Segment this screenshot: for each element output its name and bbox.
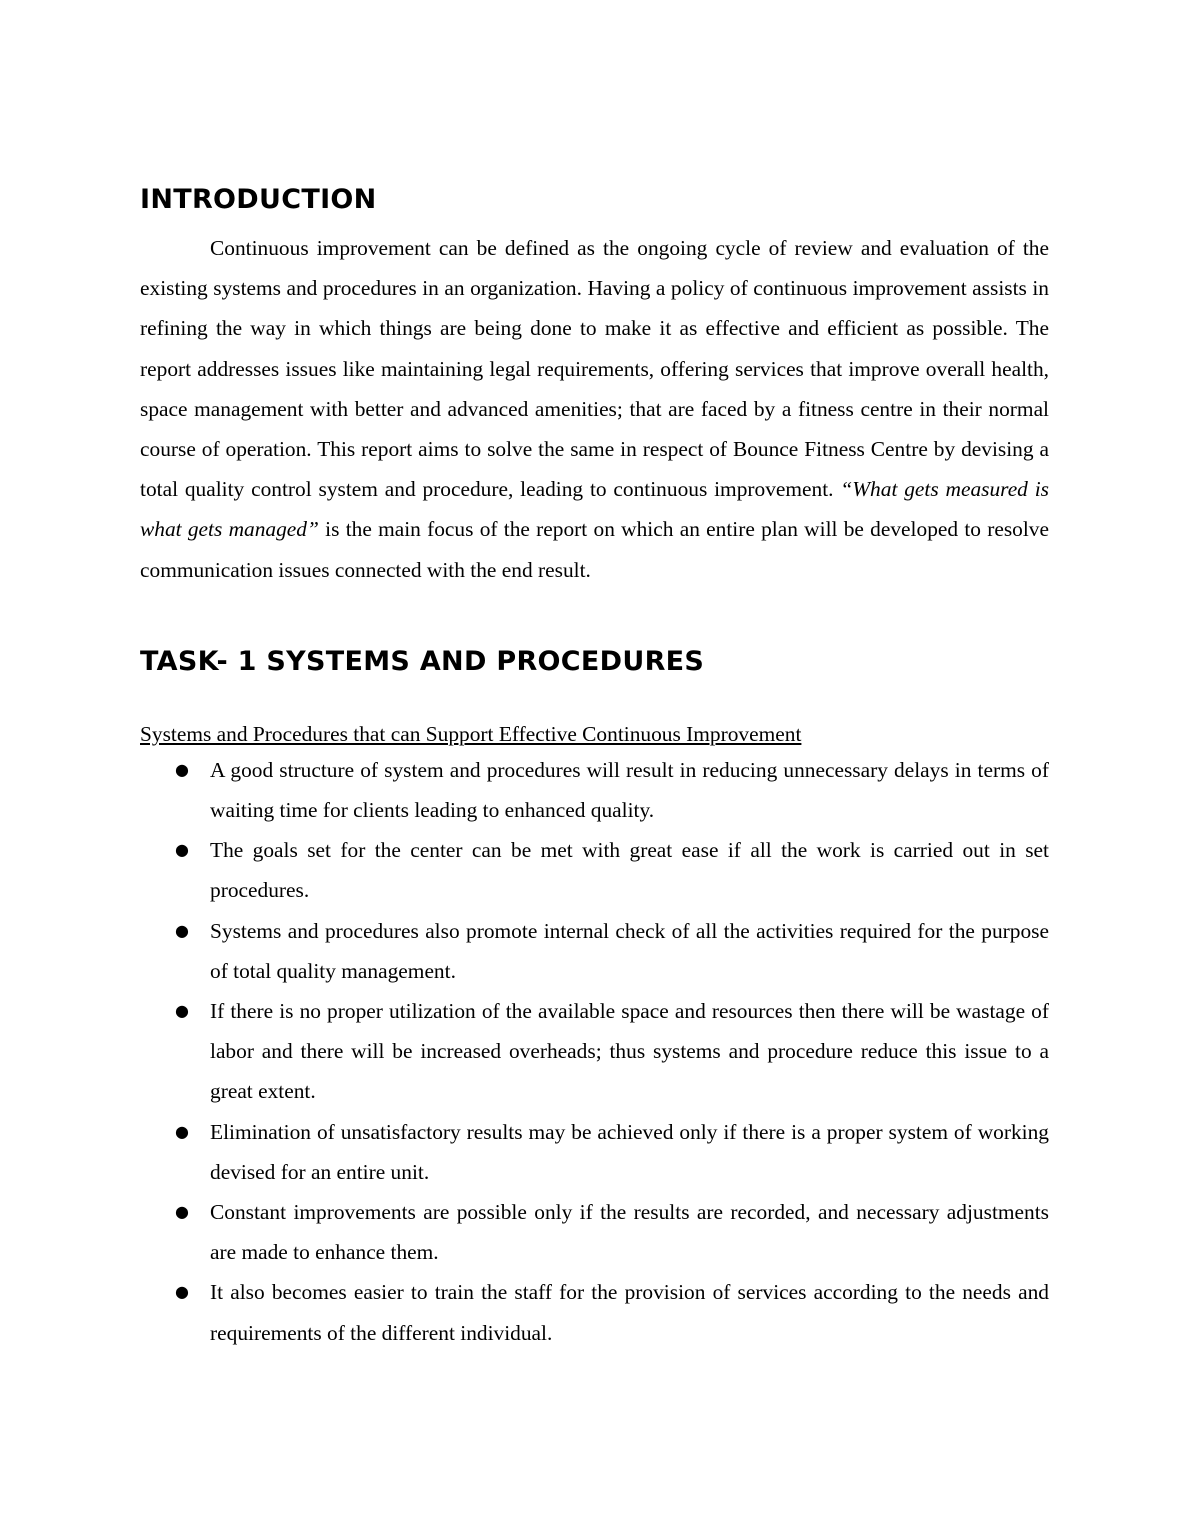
list-item-text: Constant improvements are possible only if the results are recorded, and necessary adjustments are made to enhance them. xyxy=(210,1200,1049,1265)
introduction-paragraph xyxy=(140,228,1049,590)
list-item xyxy=(140,1272,1049,1352)
list-item-text: If there is no proper utilization of the available space and resources then there will be wastage of labor and there will be increased overheads; thus systems and procedure reduce this issue to a great extent. xyxy=(210,999,1049,1104)
bullet-icon: ● xyxy=(175,920,189,940)
bullet-icon: ● xyxy=(175,1001,189,1021)
list-item xyxy=(140,1112,1049,1192)
task1-bullet-list xyxy=(140,750,1049,1353)
list-item xyxy=(140,911,1049,991)
task1-subheading: Systems and Procedures that can Support Effective Continuous Improvement xyxy=(140,721,802,746)
bullet-icon: ● xyxy=(175,1121,189,1141)
introduction-heading: INTRODUCTION xyxy=(140,184,377,215)
bullet-icon: ● xyxy=(175,840,189,860)
list-item-text: The goals set for the center can be met with great ease if all the work is carried out in set procedures. xyxy=(210,838,1049,903)
list-item xyxy=(140,750,1049,830)
list-item xyxy=(140,1192,1049,1272)
list-item-text: Systems and procedures also promote internal check of all the activities required for the purpose of total quality management. xyxy=(210,918,1049,983)
list-item xyxy=(140,991,1049,1112)
bullet-icon: ● xyxy=(175,1202,189,1222)
list-item xyxy=(140,830,1049,910)
list-item-text: It also becomes easier to train the staff for the provision of services according to the needs and requirements of the different individual. xyxy=(210,1280,1049,1345)
bullet-icon: ● xyxy=(175,1282,189,1302)
list-item-text: A good structure of system and procedures will result in reducing unnecessary delays in terms of waiting time for clients leading to enhanced quality. xyxy=(210,757,1049,823)
introduction-text-part1: Continuous improvement can be defined as the ongoing cycle of review and evaluation of the existing systems and procedures in an organization. Having a policy of continuous improvement assists in refining the way in which things are being done to make it as effective and efficient as possible. The report addresses issues like maintaining legal requirements, offering services that improve overall health, space management with better and advanced amenities; that are faced by a fitness centre in their normal course of operation. This report aims to solve the same in respect of Bounce Fitness Centre by devising a total quality control system and procedure, leading to continuous improvement. xyxy=(140,236,1049,502)
introduction-text-part2: is the main focus of the report on which an entire plan will be developed to resolve communication issues connected with the end result. xyxy=(140,517,1050,582)
task1-heading: TASK- 1 SYSTEMS AND PROCEDURES xyxy=(140,645,705,677)
introduction-quote: “What gets measured is what gets managed” xyxy=(140,477,1049,542)
list-item-text: Elimination of unsatisfactory results may be achieved only if there is a proper system of working devised for an entire unit. xyxy=(210,1119,1049,1184)
bullet-icon: ● xyxy=(175,759,189,779)
page-content xyxy=(140,180,1049,1353)
